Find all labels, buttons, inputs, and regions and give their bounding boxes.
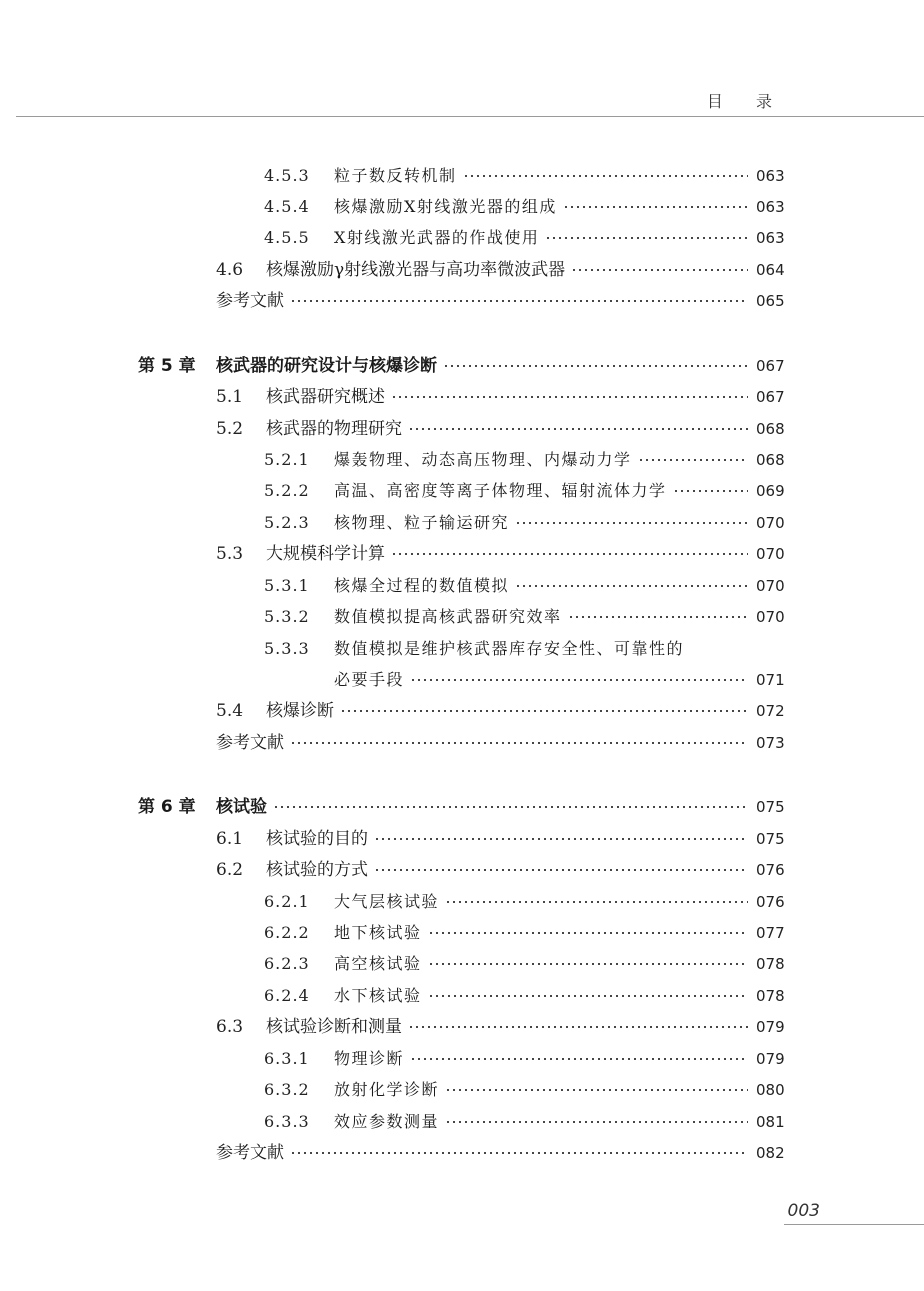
toc-entry-number: 4.6 xyxy=(216,260,244,280)
toc-entry-title: 核爆激励X射线激光器的组成 xyxy=(334,197,557,216)
toc-entry-title: 高温、高密度等离子体物理、辐射流体力学 xyxy=(334,481,667,500)
toc-entry-number: 6.2.3 xyxy=(264,954,310,973)
leader-dots xyxy=(443,354,748,378)
leader-dots xyxy=(428,952,748,976)
leader-dots xyxy=(445,1078,748,1102)
toc-entry-page: 078 xyxy=(756,955,785,973)
toc-entry-title: 核爆全过程的数值模拟 xyxy=(334,576,510,595)
toc-entry-number: 5.2.3 xyxy=(264,513,310,532)
toc-entry[interactable] xyxy=(0,195,784,219)
toc-entry-title: 粒子数反转机制 xyxy=(334,166,457,185)
toc-entry-title: 核爆激励γ射线激光器与高功率微波武器 xyxy=(266,260,566,280)
page-number: 003 xyxy=(787,1201,820,1221)
leader-dots xyxy=(515,511,748,535)
toc-entry-page: 076 xyxy=(756,893,785,911)
toc-entry-title: 参考文献 xyxy=(216,733,284,753)
toc-entry-page: 070 xyxy=(756,545,785,563)
toc-entry-page: 068 xyxy=(756,451,785,469)
toc-entry-page: 065 xyxy=(756,292,785,310)
toc-entry-number: 6.2.1 xyxy=(264,892,310,911)
toc-entry-title: 数值模拟是维护核武器库存安全性、可靠性的 xyxy=(334,639,685,658)
toc-chapter-entry[interactable] xyxy=(0,354,784,378)
leader-dots xyxy=(571,258,748,282)
toc-entry[interactable] xyxy=(0,637,784,661)
toc-entry-page: 070 xyxy=(756,577,785,595)
toc-entry-page: 079 xyxy=(756,1050,785,1068)
chapter-number: 第 6 章 xyxy=(138,797,196,817)
toc-entry-title: 核试验的方式 xyxy=(266,860,368,880)
toc-entry[interactable] xyxy=(0,385,784,409)
toc-entry-page: 071 xyxy=(756,671,785,689)
toc-entry[interactable] xyxy=(0,479,784,503)
toc-entry-number: 5.1 xyxy=(216,387,244,407)
toc-entry-references[interactable] xyxy=(0,1141,784,1165)
toc-entry-title: 地下核试验 xyxy=(334,923,422,942)
toc-entry-number: 6.3.2 xyxy=(264,1080,310,1099)
toc-entry[interactable] xyxy=(0,827,784,851)
toc-entry-page: 068 xyxy=(756,420,785,438)
toc-entry-page: 063 xyxy=(756,198,785,216)
toc-entry-title: 大气层核试验 xyxy=(334,892,440,911)
toc-entry-page: 073 xyxy=(756,734,785,752)
toc-entry-page: 070 xyxy=(756,514,785,532)
toc-entry[interactable] xyxy=(0,858,784,882)
leader-dots xyxy=(445,1110,748,1134)
toc-entry-title: 物理诊断 xyxy=(334,1049,405,1068)
leader-dots xyxy=(290,731,748,755)
chapter-title: 核试验 xyxy=(216,797,267,817)
footer-rule xyxy=(784,1224,924,1225)
leader-dots xyxy=(545,226,748,250)
toc-entry-page: 079 xyxy=(756,1018,785,1036)
toc-entry-page: 072 xyxy=(756,702,785,720)
toc-entry-page: 081 xyxy=(756,1113,785,1131)
toc-entry[interactable] xyxy=(0,952,784,976)
leader-dots xyxy=(408,1015,748,1039)
toc-entry-page: 077 xyxy=(756,924,785,942)
leader-dots xyxy=(410,1047,748,1071)
toc-entry-number: 6.1 xyxy=(216,829,244,849)
toc-entry-title: 核试验的目的 xyxy=(266,829,368,849)
toc-entry[interactable] xyxy=(0,1015,784,1039)
leader-dots xyxy=(408,417,748,441)
toc-entry-number: 5.2 xyxy=(216,419,244,439)
leader-dots xyxy=(374,858,748,882)
toc-entry-number: 5.3.1 xyxy=(264,576,310,595)
toc-entry-title: 参考文献 xyxy=(216,291,284,311)
running-header-title: 目 录 xyxy=(706,92,786,111)
toc-entry-number: 6.2.4 xyxy=(264,986,310,1005)
toc-entry-title: 核物理、粒子输运研究 xyxy=(334,513,510,532)
leader-dots xyxy=(428,984,748,1008)
toc-entry[interactable] xyxy=(0,164,784,188)
leader-dots xyxy=(445,890,748,914)
leader-dots xyxy=(463,164,748,188)
toc-entry-title: 核武器的物理研究 xyxy=(266,419,402,439)
toc-entry-page: 076 xyxy=(756,861,785,879)
toc-entry-title: 水下核试验 xyxy=(334,986,422,1005)
header-rule xyxy=(16,116,924,117)
toc-entry-number: 5.3.3 xyxy=(264,639,310,658)
toc-entry-title: 效应参数测量 xyxy=(334,1112,440,1131)
toc-entry-page: 080 xyxy=(756,1081,785,1099)
toc-entry-number: 5.3 xyxy=(216,544,244,564)
toc-entry-page: 063 xyxy=(756,167,785,185)
leader-dots xyxy=(391,385,748,409)
toc-entry-title: X射线激光武器的作战使用 xyxy=(334,228,540,247)
toc-entry[interactable] xyxy=(0,1110,784,1134)
toc-entry[interactable] xyxy=(0,448,784,472)
toc-entry-title: 大规模科学计算 xyxy=(266,544,385,564)
leader-dots xyxy=(340,699,748,723)
leader-dots xyxy=(673,479,748,503)
leader-dots xyxy=(290,1141,748,1165)
toc-entry[interactable] xyxy=(0,605,784,629)
toc-entry-page: 070 xyxy=(756,608,785,626)
toc-entry-number: 5.2.2 xyxy=(264,481,310,500)
toc-entry[interactable] xyxy=(0,511,784,535)
toc-entry-number: 6.3.3 xyxy=(264,1112,310,1131)
toc-entry-page: 064 xyxy=(756,261,785,279)
toc-entry-title: 参考文献 xyxy=(216,1143,284,1163)
toc-entry-title: 数值模拟提高核武器研究效率 xyxy=(334,607,562,626)
toc-entry-page: 063 xyxy=(756,229,785,247)
toc-entry-page: 067 xyxy=(756,357,785,375)
toc-entry-title: 爆轰物理、动态高压物理、内爆动力学 xyxy=(334,450,632,469)
toc-entry[interactable] xyxy=(0,1078,784,1102)
toc-entry-title-continued: 必要手段 xyxy=(334,670,405,689)
toc-entry-page: 082 xyxy=(756,1144,785,1162)
toc-entry-number: 5.2.1 xyxy=(264,450,310,469)
toc-entry-page: 075 xyxy=(756,798,785,816)
toc-entry[interactable] xyxy=(0,417,784,441)
toc-entry-page: 078 xyxy=(756,987,785,1005)
chapter-title: 核武器的研究设计与核爆诊断 xyxy=(216,356,437,376)
toc-entry-references[interactable] xyxy=(0,289,784,313)
toc-entry-number: 6.3.1 xyxy=(264,1049,310,1068)
chapter-number: 第 5 章 xyxy=(138,356,196,376)
toc-entry[interactable] xyxy=(0,699,784,723)
toc-entry-number: 4.5.5 xyxy=(264,228,310,247)
toc-entry[interactable] xyxy=(0,226,784,250)
toc-entry-title: 放射化学诊断 xyxy=(334,1080,440,1099)
leader-dots xyxy=(428,921,748,945)
toc-entry-number: 6.2 xyxy=(216,860,244,880)
toc-entry[interactable] xyxy=(0,984,784,1008)
toc-entry-title: 核试验诊断和测量 xyxy=(266,1017,402,1037)
toc-entry-title: 核爆诊断 xyxy=(266,701,334,721)
leader-dots xyxy=(290,289,748,313)
leader-dots xyxy=(638,448,748,472)
toc-entry-references[interactable] xyxy=(0,731,784,755)
toc-entry[interactable] xyxy=(0,890,784,914)
leader-dots xyxy=(374,827,748,851)
leader-dots xyxy=(568,605,748,629)
toc-entry-number: 4.5.4 xyxy=(264,197,310,216)
toc-entry-continuation[interactable] xyxy=(0,668,784,692)
toc-entry[interactable] xyxy=(0,574,784,598)
toc-entry-number: 6.3 xyxy=(216,1017,244,1037)
toc-entry-number: 4.5.3 xyxy=(264,166,310,185)
toc-entry-title: 核武器研究概述 xyxy=(266,387,385,407)
leader-dots xyxy=(515,574,748,598)
leader-dots xyxy=(410,668,748,692)
leader-dots xyxy=(563,195,748,219)
leader-dots xyxy=(273,795,748,819)
toc-entry-title: 高空核试验 xyxy=(334,954,422,973)
toc-entry[interactable] xyxy=(0,1047,784,1071)
toc-entry-page: 067 xyxy=(756,388,785,406)
toc-entry-page: 075 xyxy=(756,830,785,848)
toc-entry[interactable] xyxy=(0,258,784,282)
toc-entry[interactable] xyxy=(0,542,784,566)
toc-entry-number: 5.3.2 xyxy=(264,607,310,626)
toc-entry-number: 6.2.2 xyxy=(264,923,310,942)
toc-chapter-entry[interactable] xyxy=(0,795,784,819)
leader-dots xyxy=(391,542,748,566)
toc-entry-number: 5.4 xyxy=(216,701,244,721)
toc-entry[interactable] xyxy=(0,921,784,945)
toc-entry-page: 069 xyxy=(756,482,785,500)
